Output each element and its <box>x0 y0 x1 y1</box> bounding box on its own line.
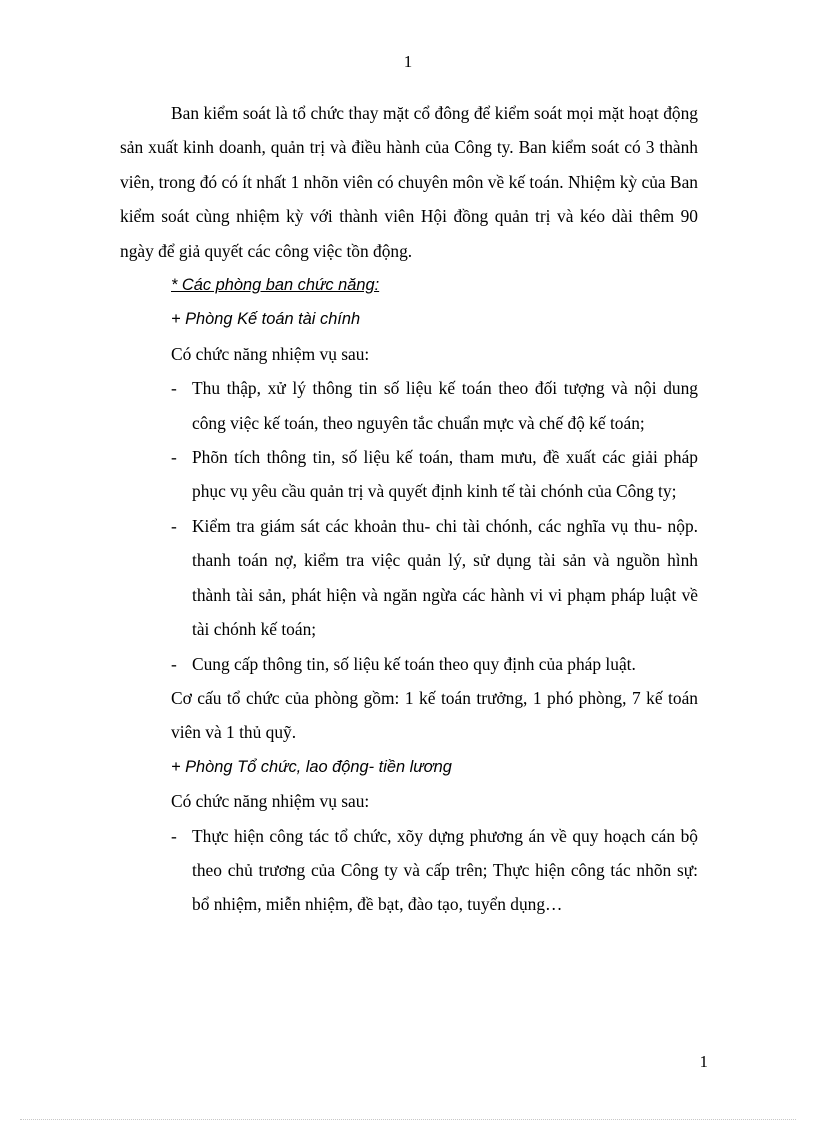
intro-paragraph: Ban kiểm soát là tổ chức thay mặt cổ đông để kiểm soát mọi mặt hoạt động sản xuất kinh doanh, quản trị và điều hành của Công ty. Ban kiểm soát có 3 thành viên, trong đó có ít nhất 1 nhõn viên có chuyên môn về kế toán. Nhiệm kỳ của Ban kiểm soát cùng nhiệm kỳ với thành viên Hội đồng quản trị và kéo dài thêm 90 ngày để giả quyết các công việc tồn động. <box>120 103 698 261</box>
dept-finance-title: + Phòng Kế toán tài chính <box>171 310 361 329</box>
dept-finance-intro: Có chức năng nhiệm vụ sau: <box>171 343 370 364</box>
list-item-text: Cung cấp thông tin, số liệu kế toán theo quy định của pháp luật. <box>192 653 636 674</box>
list-item <box>171 509 698 647</box>
page-bottom-divider <box>20 1119 796 1120</box>
list-item-text: Thực hiện công tác tổ chức, xõy dựng phương án về quy hoạch cán bộ theo chủ trương của Công ty và cấp trên; Thực hiện công tác nhõn sự: bổ nhiệm, miễn nhiệm, đề bạt, đào tạo, tuyển dụng… <box>192 825 698 915</box>
list-item <box>171 647 698 681</box>
list-item-text: Kiểm tra giám sát các khoản thu- chi tài chónh, các nghĩa vụ thu- nộp. thanh toán nợ, kiểm tra việc quản lý, sử dụng tài sản và nguồn hình thành tài sản, phát hiện và ngăn ngừa các hành vi vi phạm pháp luật về tài chónh kế toán; <box>192 515 698 640</box>
dept-finance-structure: Cơ cấu tổ chức của phòng gồm: 1 kế toán trưởng, 1 phó phòng, 7 kế toán viên và 1 thủ quỹ. <box>171 687 698 743</box>
bullet-marker: - <box>171 378 177 399</box>
section-heading: * Các phòng ban chức năng: <box>171 276 380 295</box>
bullet-marker: - <box>171 447 177 468</box>
dept-personnel-bullets <box>120 819 698 922</box>
bullet-marker: - <box>171 653 177 674</box>
list-item <box>171 819 698 922</box>
bullet-marker: - <box>171 515 177 536</box>
document-body <box>120 96 698 922</box>
page-number-bottom: 1 <box>699 1052 708 1071</box>
list-item-text: Phõn tích thông tin, số liệu kế toán, tham mưu, đề xuất các giải pháp phục vụ yêu cầu quản trị và quyết định kinh tế tài chónh của Công ty; <box>192 447 698 502</box>
bullet-marker: - <box>171 825 177 846</box>
list-item <box>171 440 698 509</box>
dept-finance-bullets <box>120 371 698 681</box>
list-item <box>171 371 698 440</box>
dept-personnel-intro: Có chức năng nhiệm vụ sau: <box>171 791 370 812</box>
list-item-text: Thu thập, xử lý thông tin số liệu kế toán theo đối tượng và nội dung công việc kế toán, theo nguyên tắc chuẩn mực và chế độ kế toán; <box>192 378 698 433</box>
page-number-top: 1 <box>403 52 413 71</box>
dept-personnel-title: + Phòng Tổ chức, lao động- tiền lương <box>171 757 452 776</box>
